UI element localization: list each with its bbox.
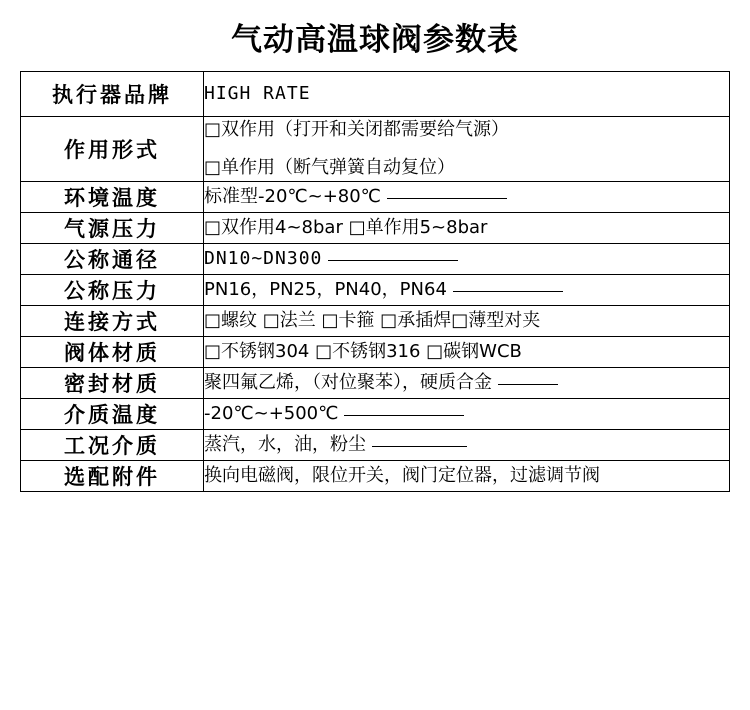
value-line-wrap bbox=[204, 246, 729, 272]
table-row bbox=[21, 306, 730, 337]
value-line-wrap bbox=[204, 432, 729, 458]
blank-fill-rule[interactable] bbox=[372, 446, 467, 447]
value-text: DN10~DN300 bbox=[204, 248, 323, 270]
table-body bbox=[21, 72, 730, 492]
value-text-single-acting[interactable]: □单作用（断气弹簧自动复位） bbox=[204, 157, 456, 179]
row-label-air-supply-pressure: 气源压力 bbox=[21, 213, 204, 244]
row-value-nominal-pressure bbox=[204, 275, 730, 306]
row-label-seal-material: 密封材质 bbox=[21, 368, 204, 399]
value-text: 换向电磁阀，限位开关，阀门定位器，过滤调节阀 bbox=[204, 465, 600, 487]
row-label-optional-accessories: 选配附件 bbox=[21, 461, 204, 492]
value-line-wrap bbox=[204, 370, 729, 396]
row-label-nominal-pressure: 公称压力 bbox=[21, 275, 204, 306]
table-row bbox=[21, 461, 730, 492]
blank-fill-rule[interactable] bbox=[453, 291, 563, 292]
value-text: 蒸汽，水，油，粉尘 bbox=[204, 434, 366, 456]
table-row bbox=[21, 399, 730, 430]
blank-fill-rule[interactable] bbox=[344, 415, 464, 416]
value-line-wrap bbox=[204, 277, 729, 303]
row-value-ambient-temperature bbox=[204, 182, 730, 213]
row-label-body-material: 阀体材质 bbox=[21, 337, 204, 368]
row-value-optional-accessories bbox=[204, 461, 730, 492]
row-label-medium-temperature: 介质温度 bbox=[21, 399, 204, 430]
row-value-working-medium bbox=[204, 430, 730, 461]
row-value-action-type bbox=[204, 117, 730, 182]
table-row bbox=[21, 182, 730, 213]
row-value-air-supply-pressure bbox=[204, 213, 730, 244]
table-row bbox=[21, 117, 730, 182]
value-text: 聚四氟乙烯，（对位聚苯），硬质合金 bbox=[204, 372, 492, 394]
page-title: 气动高温球阀参数表 bbox=[231, 22, 519, 58]
row-value-seal-material bbox=[204, 368, 730, 399]
parameters-table bbox=[20, 71, 730, 492]
row-value-body-material bbox=[204, 337, 730, 368]
value-line-wrap bbox=[204, 184, 729, 210]
value-text: -20℃~+500℃ bbox=[204, 403, 339, 425]
row-label-connection-type: 连接方式 bbox=[21, 306, 204, 337]
table-row bbox=[21, 275, 730, 306]
value-text: 标准型-20℃~+80℃ bbox=[204, 186, 381, 208]
value-text[interactable]: □不锈钢304 □不锈钢316 □碳钢WCB bbox=[204, 341, 522, 363]
row-value-connection-type bbox=[204, 306, 730, 337]
value-text[interactable]: □螺纹 □法兰 □卡箍 □承插焊□薄型对夹 bbox=[204, 310, 541, 332]
blank-fill-rule[interactable] bbox=[328, 260, 458, 261]
table-row bbox=[21, 72, 730, 117]
blank-fill-rule[interactable] bbox=[387, 198, 507, 199]
row-label-action-type: 作用形式 bbox=[21, 117, 204, 182]
row-label-ambient-temperature: 环境温度 bbox=[21, 182, 204, 213]
row-value-medium-temperature bbox=[204, 399, 730, 430]
table-row bbox=[21, 368, 730, 399]
table-row bbox=[21, 430, 730, 461]
value-text[interactable]: □双作用4~8bar □单作用5~8bar bbox=[204, 217, 488, 239]
row-label-actuator-brand: 执行器品牌 bbox=[21, 72, 204, 117]
table-row bbox=[21, 337, 730, 368]
value-text: PN16，PN25，PN40，PN64 bbox=[204, 279, 447, 301]
row-label-working-medium: 工况介质 bbox=[21, 430, 204, 461]
table-row bbox=[21, 213, 730, 244]
row-value-nominal-diameter bbox=[204, 244, 730, 275]
value-line-wrap bbox=[204, 401, 729, 427]
row-label-nominal-diameter: 公称通径 bbox=[21, 244, 204, 275]
table-row bbox=[21, 244, 730, 275]
value-text: HIGH RATE bbox=[204, 83, 311, 104]
row-value-actuator-brand bbox=[204, 72, 730, 117]
value-text-double-acting[interactable]: □双作用（打开和关闭都需要给气源） bbox=[204, 119, 510, 141]
blank-fill-rule[interactable] bbox=[498, 384, 558, 385]
